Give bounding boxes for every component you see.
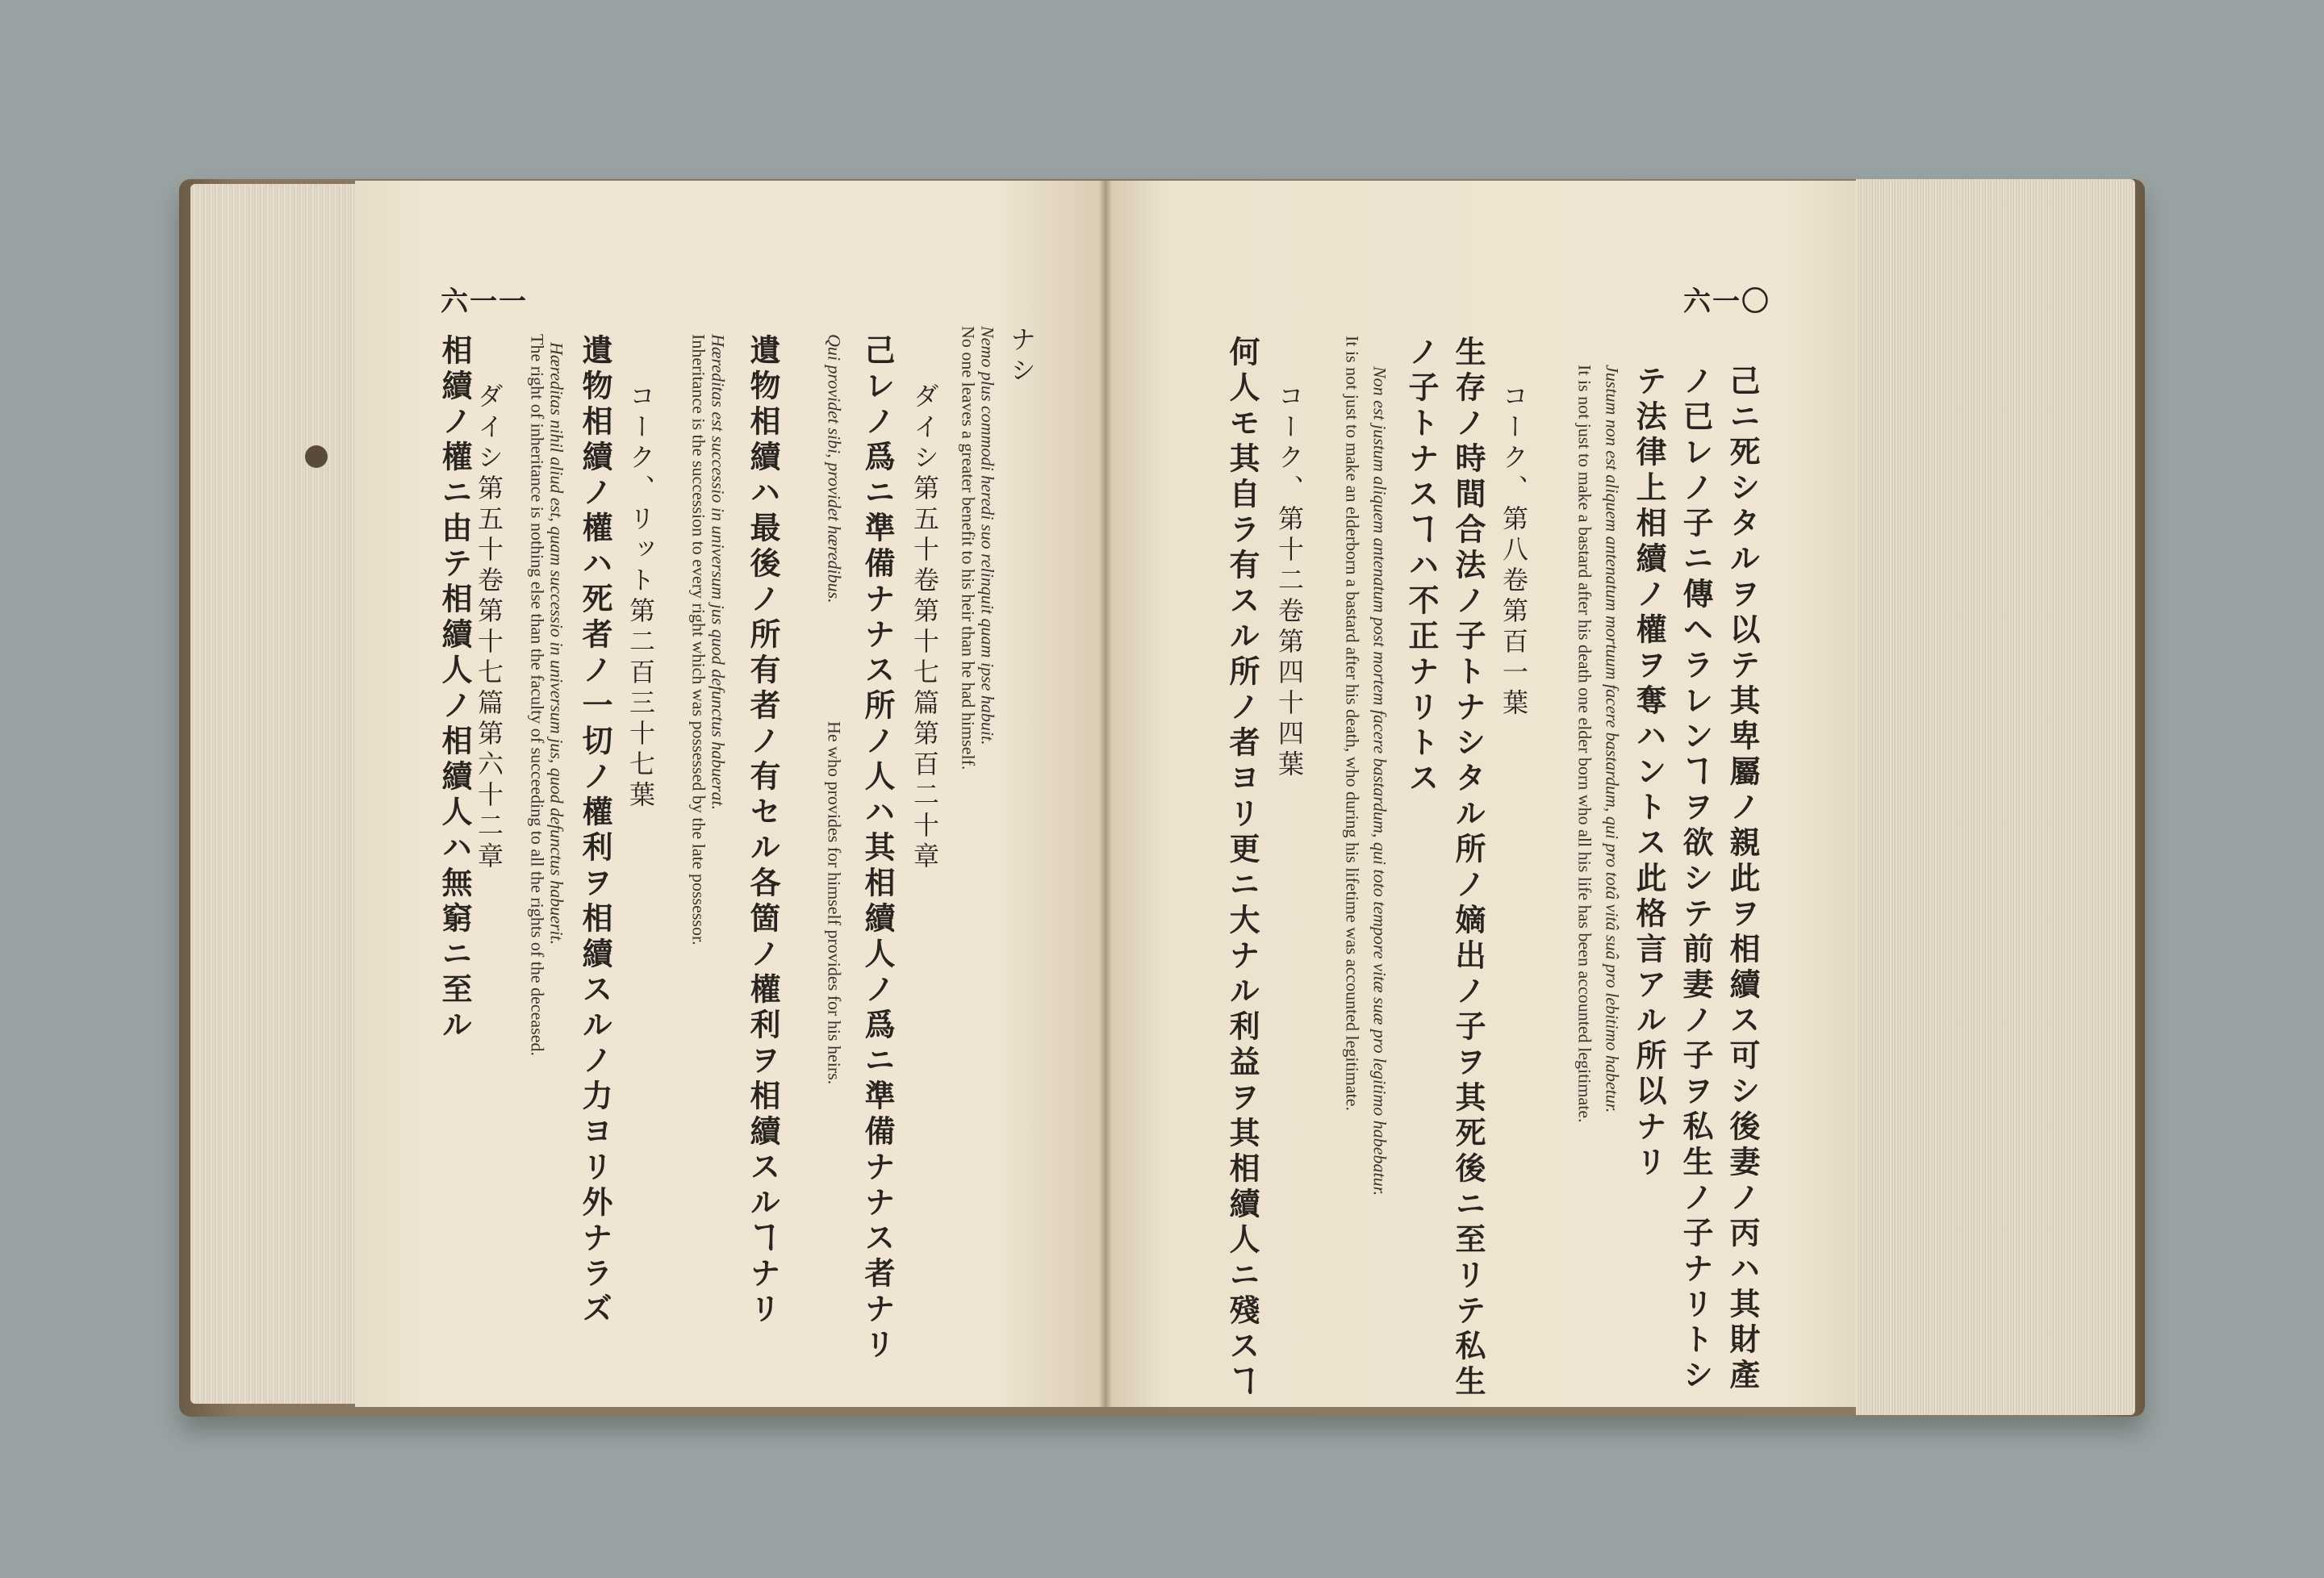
- page-number: 六一〇: [1683, 286, 1770, 318]
- text-column: 相續ノ權ニ由テ相續人ノ相續人ハ無窮ニ至ル: [437, 334, 473, 1044]
- text-column: 己ニ死シタルヲ以テ其卑屬ノ親此ヲ相續ス可シ後妻ノ丙ハ其財產: [1724, 365, 1761, 1394]
- text-column: テ法律上相續ノ權ヲ奪ハントス此格言アル所以ナリ: [1631, 365, 1667, 1181]
- page-edges-right: [1856, 179, 2135, 1415]
- left-page: [355, 181, 1106, 1407]
- page-hole: [305, 445, 328, 468]
- citation: ダイシ第五十卷第十七篇第六十二章: [474, 382, 504, 873]
- text-column: 遺物相續ハ最後ノ所有者ノ有セル各箇ノ權利ヲ相續スルヿナリ: [745, 334, 781, 1328]
- english-translation: He who provides for himself provides for his heirs.: [824, 721, 845, 1085]
- english-translation: It is not just to make an elderborn a bastard after his death, who during his lifetime was accounted legitimate.: [1342, 336, 1363, 1111]
- text-column: ノ已レノ子ニ傳ヘラレンヿヲ欲シテ前妻ノ子ヲ私生ノ子ナリトシ: [1678, 365, 1714, 1394]
- text-column: 何人モ其自ラ有スル所ノ者ヨリ更ニ大ナル利益ヲ其相續人ニ殘スヿ: [1224, 336, 1260, 1401]
- citation: コーク、リット第二百三十七葉: [625, 382, 656, 812]
- latin-maxim: Nemo plus commodi heredi suo relinquit quam ipse habuit.: [977, 326, 998, 745]
- page-number: 六一一: [441, 286, 528, 318]
- text-column: 遺物相續ノ權ハ死者ノ一切ノ權利ヲ相續スルノ力ヨリ外ナラズ: [577, 334, 613, 1328]
- book-gutter: [1099, 181, 1112, 1407]
- english-translation: The right of inheritance is nothing else than the faculty of succeeding to all the rights of the deceased.: [527, 334, 548, 1056]
- citation: ダイシ第五十卷第十七篇第百二十章: [909, 382, 940, 873]
- latin-maxim: Justum non est aliquem antenatum mortuum facere bastardum, qui pro totâ vitâ suâ pro lebitimo habetur.: [1602, 365, 1623, 1113]
- english-translation: No one leaves a greater benefit to his heir than he had himself.: [958, 326, 979, 770]
- text-column: 己レノ爲ニ準備ナナス所ノ人ハ其相續人ノ爲ニ準備ナナス者ナリ: [859, 334, 896, 1363]
- page-edges-left: [190, 184, 360, 1404]
- latin-maxim: Hæreditas est successio in universum jus quod defunctus habuerat.: [708, 334, 729, 811]
- latin-maxim: Qui providet sibi, providet hæredibus.: [824, 334, 845, 603]
- text-column: ノ子トナスヿハ不正ナリトス: [1403, 336, 1440, 797]
- text-column: 生存ノ時間合法ノ子トナシタル所ノ嫡出ノ子ヲ其死後ニ至リテ私生: [1450, 336, 1486, 1401]
- citation: コーク、第八卷第百一葉: [1498, 382, 1529, 720]
- latin-maxim: Hæreditas nihil aliud est, quam successio in universum jus, quod defunctus habuerit.: [546, 342, 567, 946]
- right-page: [1106, 181, 1856, 1407]
- english-translation: Inheritance is the succession to every right which was possessed by the late possessor.: [688, 334, 709, 946]
- citation: コーク、第十二卷第四十四葉: [1274, 382, 1305, 781]
- english-translation: It is not just to make a bastard after his death one elder born who all his life has been accounted legitimate.: [1574, 365, 1595, 1123]
- text-column: ナシ: [1006, 326, 1037, 387]
- latin-maxim: Non est justum aliquem antenatum post mortem facere bastardum, qui toto tempore vitæ suæ pro legitimo habebatur.: [1369, 366, 1390, 1196]
